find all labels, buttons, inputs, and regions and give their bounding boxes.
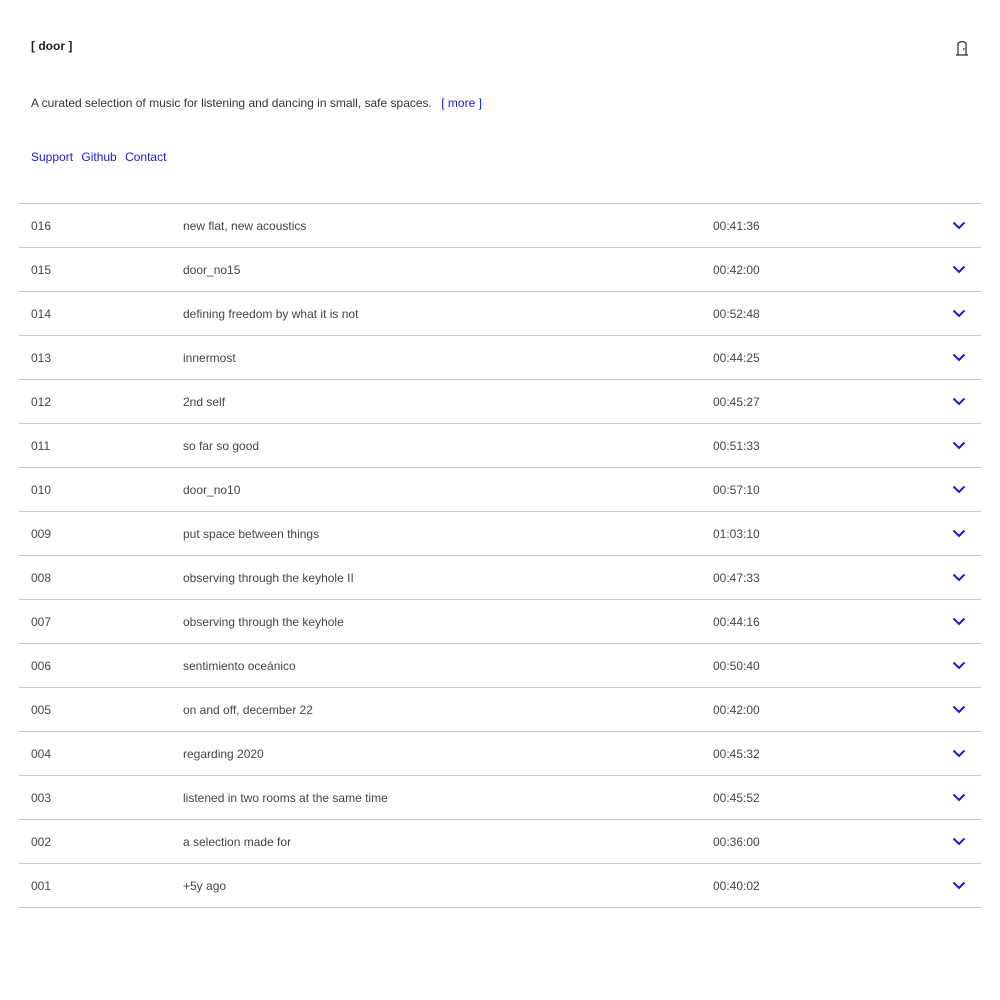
track-number: 002 (31, 835, 52, 849)
track-number: 016 (31, 219, 52, 233)
chevron-down-icon[interactable] (952, 573, 966, 582)
chevron-down-icon[interactable] (952, 793, 966, 802)
track-number: 015 (31, 263, 52, 277)
track-duration: 00:42:00 (713, 703, 760, 717)
track-row[interactable] (19, 292, 981, 336)
track-duration: 00:45:32 (713, 747, 760, 761)
track-row[interactable] (19, 380, 981, 424)
track-number: 011 (31, 439, 51, 453)
track-number: 012 (31, 395, 52, 409)
chevron-down-icon[interactable] (952, 617, 966, 626)
track-title: so far so good (183, 439, 260, 453)
track-title: new flat, new acoustics (183, 219, 307, 233)
track-title: sentimiento oceánico (183, 659, 296, 673)
track-duration: 00:52:48 (713, 307, 760, 321)
brand-title[interactable]: [ door ] (31, 39, 73, 53)
track-title: a selection made for (183, 835, 292, 849)
track-title: observing through the keyhole II (183, 571, 354, 585)
track-row[interactable] (19, 556, 981, 600)
chevron-down-icon[interactable] (952, 529, 966, 538)
tagline (31, 96, 482, 110)
track-duration: 00:47:33 (713, 571, 760, 585)
track-title: door_no10 (183, 483, 241, 497)
track-duration: 00:45:27 (713, 395, 760, 409)
track-title: 2nd self (183, 395, 226, 409)
track-number: 014 (31, 307, 52, 321)
track-title: listened in two rooms at the same time (183, 791, 388, 805)
track-title: defining freedom by what it is not (183, 307, 359, 321)
track-row[interactable] (19, 204, 981, 248)
track-number: 008 (31, 571, 52, 585)
track-number: 009 (31, 527, 52, 541)
chevron-down-icon[interactable] (952, 221, 966, 230)
track-number: 006 (31, 659, 52, 673)
track-duration: 00:44:25 (713, 351, 760, 365)
chevron-down-icon[interactable] (952, 265, 966, 274)
track-title: door_no15 (183, 263, 241, 277)
chevron-down-icon[interactable] (952, 485, 966, 494)
track-row[interactable] (19, 468, 981, 512)
track-duration: 00:36:00 (713, 835, 760, 849)
track-row[interactable] (19, 600, 981, 644)
track-row[interactable] (19, 732, 981, 776)
chevron-down-icon[interactable] (952, 837, 966, 846)
track-number: 005 (31, 703, 52, 717)
chevron-down-icon[interactable] (952, 705, 966, 714)
track-title: put space between things (183, 527, 320, 541)
track-row[interactable] (19, 512, 981, 556)
chevron-down-icon[interactable] (952, 881, 966, 890)
track-title: on and off, december 22 (183, 703, 313, 717)
tracklist (19, 203, 981, 908)
chevron-down-icon[interactable] (952, 661, 966, 670)
chevron-down-icon[interactable] (952, 309, 966, 318)
track-row[interactable] (19, 248, 981, 292)
track-title: regarding 2020 (183, 747, 264, 761)
chevron-down-icon[interactable] (952, 353, 966, 362)
track-duration: 00:57:10 (713, 483, 760, 497)
track-number: 001 (31, 879, 52, 893)
chevron-down-icon[interactable] (952, 397, 966, 406)
tagline-text: A curated selection of music for listening and dancing in small, safe spaces. (31, 96, 432, 110)
support-link[interactable]: Support (31, 150, 74, 164)
track-duration: 00:44:16 (713, 615, 760, 629)
track-duration: 00:40:02 (713, 879, 760, 893)
track-row[interactable] (19, 336, 981, 380)
track-duration: 01:03:10 (713, 527, 760, 541)
chevron-down-icon[interactable] (952, 749, 966, 758)
track-title: innermost (183, 351, 236, 365)
track-title: +5y ago (183, 879, 227, 893)
track-row[interactable] (19, 424, 981, 468)
track-duration: 00:45:52 (713, 791, 760, 805)
track-row[interactable] (19, 776, 981, 820)
track-title: observing through the keyhole (183, 615, 344, 629)
track-number: 013 (31, 351, 52, 365)
track-row[interactable] (19, 644, 981, 688)
track-duration: 00:51:33 (713, 439, 760, 453)
nav-links (31, 150, 171, 164)
track-number: 010 (31, 483, 52, 497)
contact-link[interactable]: Contact (125, 150, 167, 164)
more-link[interactable]: [ more ] (441, 96, 482, 110)
track-number: 007 (31, 615, 52, 629)
track-row[interactable] (19, 864, 981, 908)
track-duration: 00:50:40 (713, 659, 760, 673)
door-icon[interactable] (955, 40, 969, 56)
track-number: 004 (31, 747, 52, 761)
track-duration: 00:41:36 (713, 219, 760, 233)
track-number: 003 (31, 791, 52, 805)
track-duration: 00:42:00 (713, 263, 760, 277)
github-link[interactable]: Github (81, 150, 117, 164)
chevron-down-icon[interactable] (952, 441, 966, 450)
track-row[interactable] (19, 688, 981, 732)
track-row[interactable] (19, 820, 981, 864)
